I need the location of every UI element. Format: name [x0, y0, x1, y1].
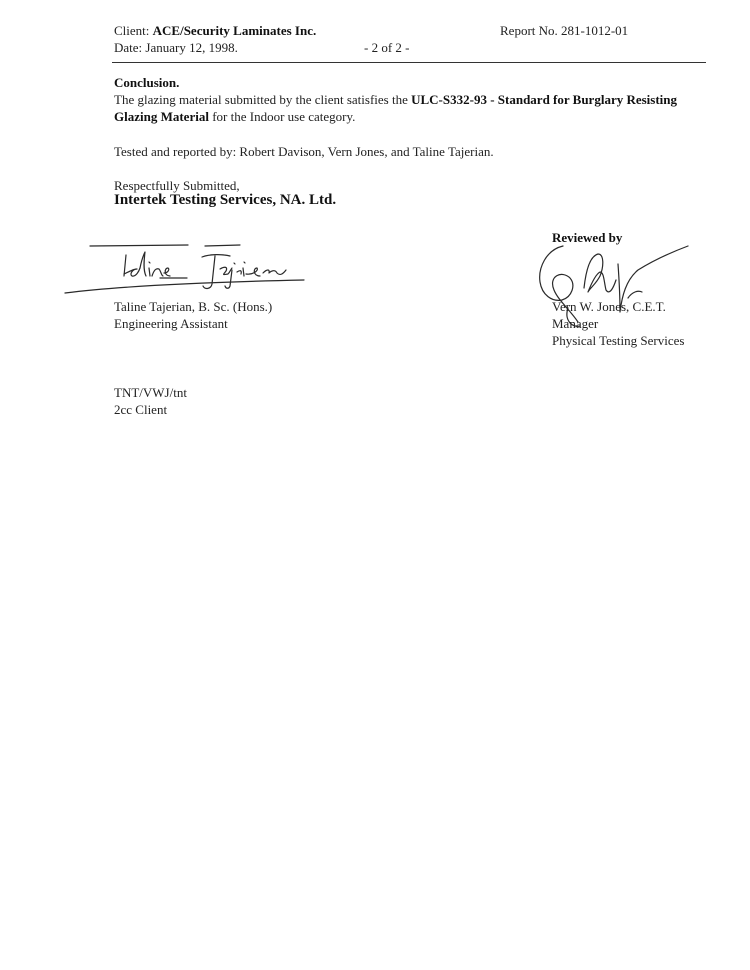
report-date: Date: January 12, 1998. [114, 40, 238, 55]
respectfully-submitted: Respectfully Submitted, [114, 178, 240, 193]
signature-taline-tajerian [60, 238, 310, 298]
right-signatory-department: Physical Testing Services [552, 333, 685, 348]
conclusion-heading: Conclusion. [114, 75, 180, 90]
left-signatory-title: Engineering Assistant [114, 316, 228, 331]
reviewed-by-label: Reviewed by [552, 230, 623, 245]
page-number: - 2 of 2 - [364, 40, 410, 55]
client-name: ACE/Security Laminates Inc. [152, 23, 317, 38]
carbon-copy: 2cc Client [114, 402, 168, 417]
conclusion-text-before: The glazing material submitted by the client satisfies the [114, 92, 412, 107]
conclusion-text-after: for the Indoor use category. [208, 109, 356, 124]
client-label: Client: [114, 23, 150, 38]
right-signatory-name: Vern W. Jones, C.E.T. [552, 299, 666, 314]
tested-by-line: Tested and reported by: Robert Davison, Vern Jones, and Taline Tajerian. [114, 144, 494, 159]
company-name: Intertek Testing Services, NA. Ltd. [114, 192, 337, 208]
right-signatory-title: Manager [552, 316, 599, 331]
conclusion-paragraph [114, 91, 714, 125]
left-signatory-name: Taline Tajerian, B. Sc. (Hons.) [114, 299, 273, 314]
client-line [114, 22, 316, 39]
standard-name: ULC-S332-93 - Standard for Burglary Resisting Glazing Material [114, 92, 678, 124]
report-number: Report No. 281-1012-01 [500, 23, 629, 38]
reference-initials: TNT/VWJ/tnt [114, 385, 187, 400]
header-divider [112, 62, 706, 63]
